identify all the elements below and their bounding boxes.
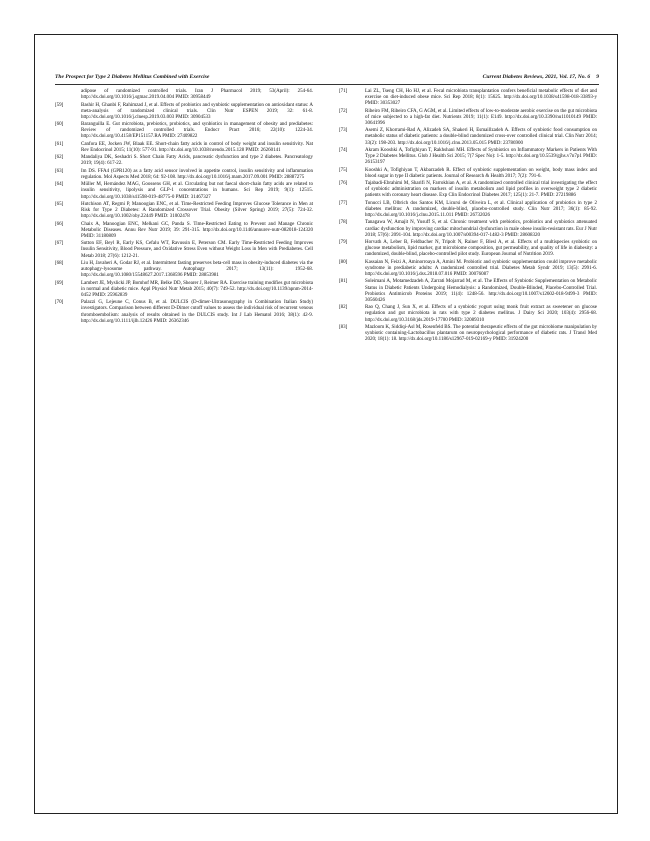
- reference-entry: [55, 142, 313, 154]
- reference-text: Soleimani A, Motamedzadeh A, Zarrati Mojarrad M, et al. The Effects of Synbiotic Supplementation on Metabolic Status in Diabetic Patients Undergoing Hemodialysis: a Randomized, Double-Blinded, Placebo-Controlled Trial. Probiotics Antimicrob Proteins 2019; 11(4): 1248-56. http://dx.doi.org/10.1007/s12602-018-9499-3 PMID: 30560426: [365, 279, 597, 303]
- reference-number: [55, 89, 81, 101]
- references-left-column: [55, 89, 313, 326]
- reference-entry: [339, 305, 597, 323]
- reference-number: [68]: [55, 260, 64, 266]
- reference-text: Canfora EE, Jocken JW, Blaak EE. Short-chain fatty acids in control of body weight and insulin sensitivity. Nat Rev Endocrinol 2015; 11(10): 577-91. http://dx.doi.org/10.1038/nrendo.2015.128 PMID: 26260141: [81, 141, 313, 153]
- reference-number: [72]: [339, 108, 348, 114]
- reference-entry: [339, 325, 597, 343]
- reference-entry: [339, 148, 597, 166]
- reference-entry: [339, 260, 597, 278]
- reference-text: Mandaliya DK, Seshadri S. Short Chain Fatty Acids, pancreatic dysfunction and type 2 diabetes. Pancreatology 2019; 19(4): 617-22.: [81, 155, 313, 167]
- reference-entry: [55, 182, 313, 200]
- reference-entry: [339, 181, 597, 199]
- reference-entry: [55, 155, 313, 167]
- reference-entry: [339, 128, 597, 146]
- reference-text: adipose of randomized controlled trials. Iran J Pharmacol 2019; 53(April): 254-64. http://dx.doi.org/10.1016/j.sgmac.2019.04.004 PMID: 30958449: [81, 89, 313, 101]
- running-header: [55, 71, 599, 83]
- reference-entry: [339, 220, 597, 238]
- reference-text: Tanagawa W, Amajit N, Yusuff S, et al. Chronic treatment with prebiotics, probiotics and synbiotics attenuated cardiac dysfunction by improving cardiac mitochondrial dysfunction in male obese insulin-resistant rats. Eur J Nutr 2018; 57(6): 2091-104. http://dx.doi.org/10.1007/s00394-017-1482-3 PMID: 28608320: [365, 220, 597, 238]
- reference-text: Tonucci LB, Olbrich dos Santos KM, Licursi de Oliveira L, et al. Clinical application of probiotics in type 2 diabetes mellitus: A randomized, double-blind, placebo-controlled study. Clin Nutr 2017; 36(1): 85-92. http://dx.doi.org/10.1016/j.clnu.2015.11.011 PMID: 26732026: [365, 200, 597, 219]
- references-right-column: [339, 89, 597, 345]
- reference-text: Ribeiro FM, Ribeiro CFA, G AGM, et al. Limited effects of low-to-moderate aerobic exercise on the gut microbiota of mice subjected to a high-fat diet. Nutrients 2019; 11(1): E149. http://dx.doi.org/10.3390/nu11010149 PMID: 30641996: [365, 108, 597, 126]
- header-rule: [55, 84, 599, 85]
- reference-entry: [55, 89, 313, 101]
- reference-entry: [339, 89, 597, 107]
- reference-text: Lambert JE, Myslicki JP, Bomhof MR, Belke DD, Shearer J, Reimer RA. Exercise training modifies gut microbiota in normal and diabetic mice. Appl Physiol Nutr Metab 2015; 40(7): 749-52. http://dx.doi.org/10.1139/apnm-2014-0452 PMID: 25962839: [81, 280, 313, 298]
- reference-number: [69]: [55, 280, 64, 286]
- journal-citation: Current Diabetes Reviews, 2021, Vol. 17, No. 6: [482, 74, 591, 80]
- reference-text: Rao Q, Chang J, Sun X, et al. Effects of a synbiotic yogurt using monk fruit extract as sweetener on glucose regulation and gut microbiota in rats with type 2 diabetes mellitus. J Dairy Sci 2020; 103(4): 2956-68. http://dx.doi.org/10.3168/jds.2019-17700 PMID: 32089310: [365, 305, 597, 323]
- reference-entry: [55, 261, 313, 279]
- reference-text: Akram Kooshki A, Tofighiyan T, Rakhshani MH. Effects of Synbiotics on Inflammatory Markers in Patients With Type 2 Diabetes Mellitus. Glob J Health Sci 2015; 7(7 Spec No): 1-5. http://dx.doi.org/10.5539/gjhs.v7n7p1 PMID: 26153197: [365, 147, 597, 166]
- reference-text: Chaix A, Manoogian ENC, Melkani GC, Panda S. Time-Restricted Eating to Prevent and Manage Chronic Metabolic Diseases. Annu Rev Nutr 2019; 39: 291-315. http://dx.doi.org/10.1146/annurev-nutr-082018-124320 PMID: 31180809: [81, 221, 313, 239]
- reference-entry: [339, 279, 597, 304]
- reference-number: [60]: [55, 122, 64, 128]
- reference-text: Müller M, Hernández MAG, Goossens GH, et al. Circulating but not faecal short-chain fatty acids are related to insulin sensitivity, lipolysis and GLP-1 concentrations in humans. Sci Rep 2019; 9(1): 12515. http://dx.doi.org/10.1038/s41598-019-48775-0 PMID: 31467327: [81, 182, 313, 200]
- reference-entry: [339, 109, 597, 127]
- reference-text: Baranguilla E. Gut microbiota, prebiotics, probiotics, and synbiotics in management of obesity and prediabetes: Review of randomized controlled trials. Endocr Pract 2016; 22(10): 1224-34. http://dx.doi.org/10.4158/EP151157.RA PMID: 27409822: [81, 122, 313, 140]
- reference-number: [81]: [339, 279, 348, 285]
- reference-entry: [55, 281, 313, 299]
- reference-number: [62]: [55, 155, 64, 161]
- running-title: The Prospect for Type 2 Diabetes Mellitus Combined with Exercise: [55, 74, 210, 80]
- reference-text: Asemi Z, Khorrami-Rad A, Alizadeh SA, Shakeri H, Esmaillzadeh A. Effects of synbiotic food consumption on metabolic status of diabetic patients: a double-blind randomized cross-over controlled clinical trial. Clin Nutr 2014; 33(2): 198-203. http://dx.doi.org/10.1016/j.clnu.2013.05.015 PMID: 23786900: [365, 128, 597, 146]
- reference-entry: [339, 168, 597, 180]
- reference-number: [67]: [55, 241, 64, 247]
- reference-number: [59]: [55, 102, 64, 108]
- reference-number: [65]: [55, 201, 64, 207]
- reference-text: Sutton EF, Beyl R, Early KS, Cefalu WT, Ravussin E, Peterson CM. Early Time-Restricted Feeding Improves Insulin Sensitivity, Blood Pressure, and Oxidative Stress Even without Weight Loss in Men with Prediabetes. Cell Metab 2018; 27(6): 1212-21.: [81, 241, 313, 259]
- reference-text: Hutchison AT, Regmi P, Manoogian ENC, et al. Time-Restricted Feeding Improves Glucose Tolerance in Men at Risk for Type 2 Diabetes: A Randomized Crossover Trial. Obesity (Silver Spring) 2019; 27(5): 724-32. http://dx.doi.org/10.1002/oby.22449 PMID: 31002478: [81, 201, 313, 220]
- reference-text: Im DS. FFA4 (GPR120) as a fatty acid sensor involved in appetite control, insulin sensitivity and inflammation regulation. Mol Aspects Med 2018; 64: 92-108. http://dx.doi.org/10.1016/j.mam.2017.09.001 PMID: 28887275: [81, 168, 313, 180]
- reference-entry: [55, 122, 313, 140]
- reference-number: [66]: [55, 221, 64, 227]
- reference-number: [76]: [339, 181, 348, 187]
- reference-text: Bashir H, Ghanbi F, Rahimzad J, et al. Effects of probiotics and synbiotic supplementation on antioxidant status: A meta-analysis of randomized clinical trials. Clin Nutr ESPEN 2019; 32: 61-8. http://dx.doi.org/10.1016/j.clnesp.2019.03.003 PMID: 30904533: [81, 102, 313, 120]
- reference-number: [82]: [339, 305, 348, 311]
- reference-number: [71]: [339, 89, 348, 94]
- reference-text: Mazloom K, Siddiqi-Asl M, Rosenfeld BS. The potential therapeutic effects of the gut microbiome manipulation by synbiotic containing-Lactobacillus plantarum on neuropsychological performance of diabetic rats. J Transl Med 2020; 18(1): 18. http://dx.doi.org/10.1186/s12967-019-02169-y PMID: 31924200: [365, 324, 597, 343]
- reference-entry: [55, 169, 313, 181]
- reference-number: [79]: [339, 240, 348, 246]
- reference-number: [75]: [339, 167, 348, 173]
- page-number: 9: [596, 74, 599, 80]
- reference-number: [83]: [339, 324, 348, 330]
- reference-text: Palazzi G, Lejeune C, Conus B, et al. DULCIS (D-dimer-Ultrasonography in Combination Italian Study) investigators. Comparison between different D-Dimer cutoff values to assess the individual risk of recurrent venous thromboembolism: analysis of results obtained in the DULCIS study. Int J Lab Hematol 2016; 38(1): 42-9. http://dx.doi.org/10.1111/ijlh.12426 PMID: 26362346: [81, 300, 313, 324]
- reference-entry: [55, 103, 313, 121]
- reference-entry: [55, 222, 313, 240]
- reference-number: [63]: [55, 168, 64, 174]
- reference-text: Kassaian N, Feizi A, Aminorroaya A, Amini M. Probiotic and synbiotic supplementation could improve metabolic syndrome in prediabetic adults: A randomized controlled trial. Diabetes Metab Syndr 2019; 13(5): 2991-6. http://dx.doi.org/10.1016/j.dsx.2018.07.016 PMID: 30076087: [365, 259, 597, 278]
- journal-info: [483, 74, 599, 80]
- reference-text: Lai ZL, Tseng CH, Ho HJ, et al. Fecal microbiota transplantation confers beneficial metabolic effects of diet and exercise on diet-induced obese mice. Sci Rep 2018; 8(1): 15625. http://dx.doi.org/10.1038/s41598-018-33893-y PMID: 30353027: [365, 89, 597, 107]
- reference-number: [73]: [339, 128, 348, 134]
- reference-number: [64]: [55, 182, 64, 188]
- reference-number: [70]: [55, 300, 64, 306]
- reference-entry: [339, 240, 597, 258]
- reference-text: Liu H, Javaheri A, Godar RJ, et al. Intermittent fasting preserves beta-cell mass in obesity-induced diabetes via the autophagy-lysosome pathway. Autophagy 2017; 13(11): 1952-68. http://dx.doi.org/10.1080/15548627.2017.1368596 PMID: 28853981: [81, 260, 313, 279]
- reference-number: [61]: [55, 141, 64, 147]
- reference-text: Kooshki A, Tofighiyan T, Akbarzadeh R. Effect of synbiotic supplementation on weight, body mass index and blood sugar in type II diabetic patients. Journal of Research & Health 2017; 7(2): 791-6.: [365, 167, 597, 179]
- reference-number: [80]: [339, 259, 348, 265]
- page-sheet: [34, 34, 618, 814]
- reference-entry: [55, 300, 313, 325]
- reference-number: [74]: [339, 147, 348, 153]
- reference-text: Horvath A, Leber B, Feldbacher N, Tripolt N, Rainer F, Blesl A, et al. Effects of a multispecies synbiotic on glucose metabolism, lipid marker, gut microbiome composition, gut permeability, and quality of life in diabesity: a randomized, double-blind, placebo-controlled pilot study. European Journal of Nutrition 2019.: [365, 240, 597, 258]
- reference-entry: [55, 241, 313, 259]
- reference-entry: [55, 202, 313, 220]
- reference-entry: [339, 201, 597, 219]
- reference-number: [77]: [339, 200, 348, 206]
- reference-text: Tajabadi-Ebrahimi M, Sharifi N, Farrokhian A, et al. A randomized controlled clinical trial investigating the effect of synbiotic administration on markers of insulin metabolism and lipid profiles in overweight type 2 diabetic patients with coronary heart disease. Exp Clin Endocrinol Diabetes 2017; 125(1): 21-7. PMID: 27219886: [365, 181, 597, 199]
- reference-number: [78]: [339, 220, 348, 226]
